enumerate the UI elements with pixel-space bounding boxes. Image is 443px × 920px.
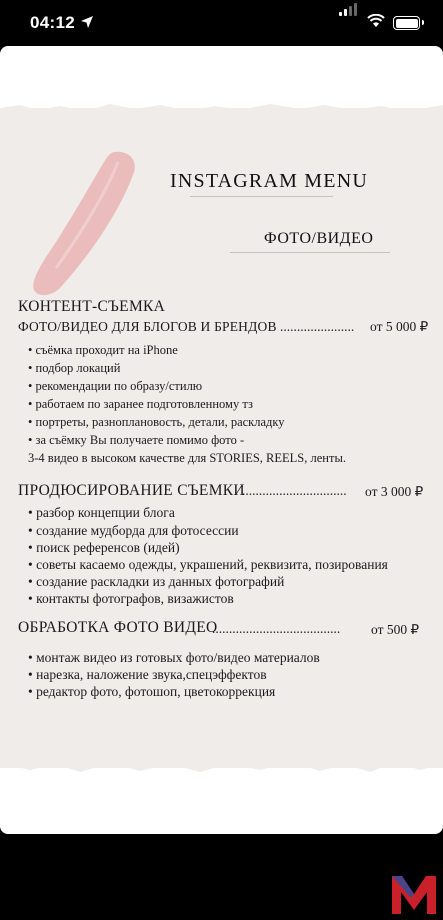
menu-subtitle: ФОТО/ВИДЕО <box>264 230 374 247</box>
price-leader-dots: ............................... <box>242 483 347 498</box>
list-item: • портреты, разноплановость, детали, раскладку <box>28 415 285 429</box>
service-price: от 500 ₽ <box>371 622 420 637</box>
price-leader-dots: ...................... <box>280 319 355 334</box>
list-item: • подбор локаций <box>28 361 121 375</box>
wifi-icon <box>367 14 385 28</box>
menu-title: INSTAGRAM MENU <box>170 170 368 192</box>
list-item: • съёмка проходит на iPhone <box>28 343 178 357</box>
list-item: 3-4 видео в высоком качестве для STORIES, REELS, ленты. <box>28 451 346 465</box>
pink-brush-stroke <box>22 148 152 298</box>
section-heading: ОБРАБОТКА ФОТО ВИДЕО <box>18 619 218 636</box>
status-time: 04:12 <box>30 13 75 32</box>
list-item: • разбор концепции блога <box>28 505 175 520</box>
list-item: • монтаж видео из готовых фото/видео материалов <box>28 650 320 665</box>
list-item: • редактор фото, фотошоп, цветокоррекция <box>28 684 276 699</box>
section-heading: ПРОДЮСИРОВАНИЕ СЪЕМКИ <box>18 482 245 499</box>
list-item: • контакты фотографов, визажистов <box>28 591 234 606</box>
location-arrow-icon <box>80 15 94 29</box>
battery-icon <box>393 16 420 30</box>
list-item: • поиск референсов (идей) <box>28 540 180 555</box>
service-price: от 3 000 ₽ <box>365 484 424 499</box>
list-item: • работаем по заранее подготовленному тз <box>28 397 253 411</box>
service-price: от 5 000 ₽ <box>370 319 429 334</box>
list-item: • создание раскладки из данных фотографий <box>28 574 285 589</box>
title-divider <box>190 196 333 197</box>
menu-card <box>0 46 443 834</box>
torn-paper-bottom <box>0 742 443 782</box>
subtitle-divider <box>230 252 390 253</box>
list-item: • создание мудборда для фотосессии <box>28 523 239 538</box>
list-item: • рекомендации по образу/стилю <box>28 379 203 393</box>
status-bar <box>0 0 443 46</box>
price-leader-dots: ...................................... <box>212 621 341 636</box>
service-name: ФОТО/ВИДЕО ДЛЯ БЛОГОВ И БРЕНДОВ <box>18 319 277 334</box>
list-item: • за съёмку Вы получаете помимо фото - <box>28 433 245 447</box>
m-logo-icon <box>390 872 438 916</box>
list-item: • нарезка, наложение звука,спецэффектов <box>28 667 267 682</box>
list-item: • советы касаемо одежды, украшений, реквизита, позирования <box>28 557 388 572</box>
torn-paper-top <box>0 96 443 126</box>
section-heading: КОНТЕНТ-СЪЕМКА <box>18 298 166 315</box>
